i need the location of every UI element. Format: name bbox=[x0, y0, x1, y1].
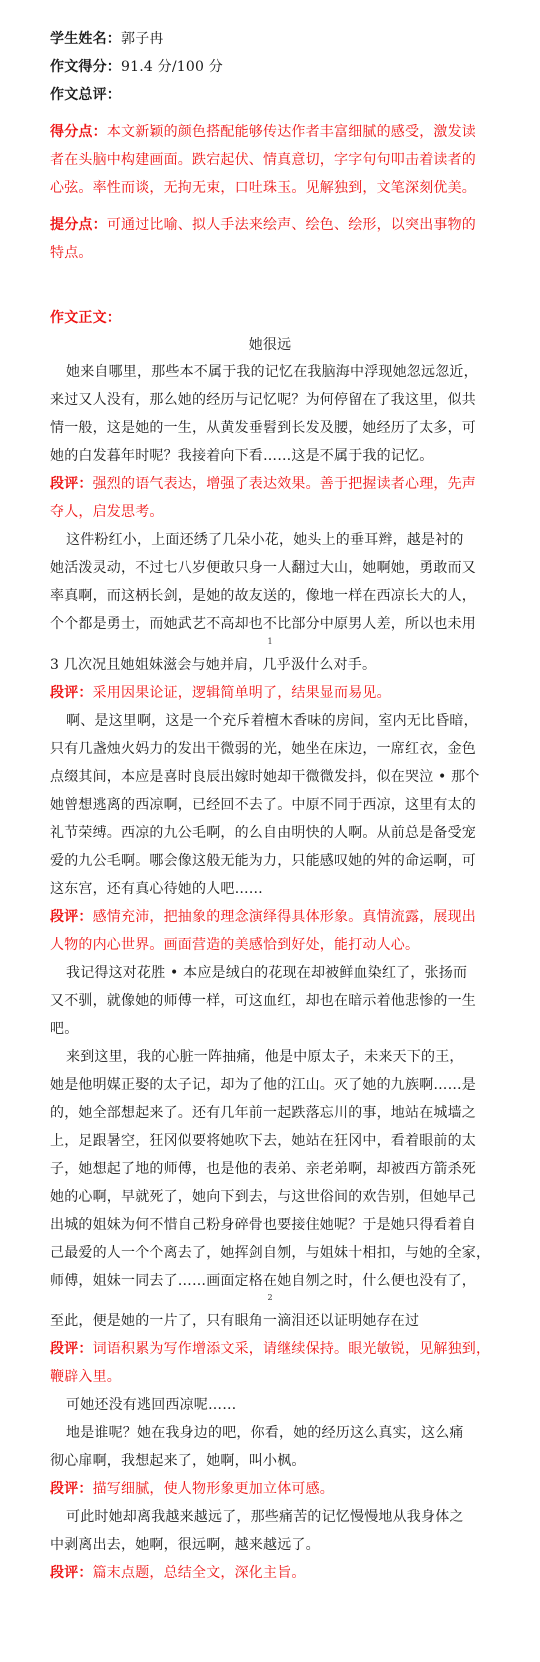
paragraph-line: 上，足跟暑空，狂冈似要将她吹下去，她站在狂冈中，看着眼前的太 bbox=[50, 1133, 476, 1149]
student-name-row bbox=[50, 30, 164, 48]
paragraph-line: 她活泼灵动，不过七八岁便敢只身一人翻过大山，她啊她，勇敢而又 bbox=[50, 560, 476, 576]
essay-score-label: 作文得分： bbox=[50, 59, 121, 75]
comment-line: 段评：词语积累为写作增添文采，请继续保持。眼光敏锐，见解独到， bbox=[50, 1341, 491, 1357]
page-number: 1 bbox=[267, 637, 273, 646]
paragraph-line: 子，她想起了地的师傅，也是他的表弟、亲老弟啊，却被西方箭杀死 bbox=[50, 1161, 476, 1177]
paragraph-line: 情一般，这是她的一生，从黄发垂髫到长发及腰，她经历了太多，可 bbox=[50, 420, 476, 436]
essay-body-label: 作文正文： bbox=[50, 310, 121, 326]
paragraph-line: 她来自哪里，那些本不属于我的记忆在我脑海中浮现她忽远忽近， bbox=[66, 364, 478, 380]
paragraph-line: 至此，便是她的一片了，只有眼角一滴泪还以证明她存在过 bbox=[50, 1313, 420, 1329]
paragraph-line: 的，她全部想起来了。还有几年前一起跌落忘川的事，地站在城墙之 bbox=[50, 1105, 476, 1121]
paragraph-line: 师傅，姐妹一同去了……画面定格在她自刎之时，什么便也没有了， bbox=[50, 1273, 476, 1289]
paragraph-line: 彻心扉啊，我想起来了，她啊，叫小枫。 bbox=[50, 1453, 306, 1469]
paragraph-line: 3 几次况且她姐妹滋会与她并肩，几乎汲什么对手。 bbox=[50, 657, 377, 673]
comment-line: 段评：采用因果论证，逻辑简单明了，结果显而易见。 bbox=[50, 685, 391, 701]
comment-line: 夺人，启发思考。 bbox=[50, 504, 164, 520]
improve-label: 提分点： bbox=[50, 217, 107, 233]
comment-label: 段评： bbox=[50, 476, 93, 492]
comment-line: 段评：篇末点题，总结全文，深化主旨。 bbox=[50, 1565, 306, 1581]
pros-line-2: 者在头脑中构建画面。跌宕起伏、情真意切，字字句句叩击着读者的 bbox=[50, 152, 476, 168]
paragraph-line: 她的白发暮年时呢？我接着向下看……这是不属于我的记忆。 bbox=[50, 448, 434, 464]
paragraph-line: 来过又人没有，那么她的经历与记忆呢？为何停留在了我这里，似共 bbox=[50, 392, 476, 408]
paragraph-line: 她是他明媒正娶的太子记，却为了他的江山。灭了她的九族啊……是 bbox=[50, 1077, 476, 1093]
paragraph-line: 己最爱的人一个个离去了，她挥剑自刎，与姐妹十相扣，与她的全家， bbox=[50, 1245, 491, 1261]
pros-label: 得分点： bbox=[50, 124, 107, 140]
essay-review-label: 作文总评： bbox=[50, 87, 121, 103]
essay-score-value: 91.4 分/100 分 bbox=[121, 59, 223, 75]
paragraph-line: 地是谁呢？她在我身边的吧，你看，她的经历这么真实，这么痛 bbox=[66, 1425, 464, 1441]
paragraph-line: 爱的九公毛啊。哪会像这般无能为力，只能感叹她的舛的命运啊，可 bbox=[50, 853, 476, 869]
comment-line: 段评：强烈的语气表达，增强了表达效果。善于把握读者心理，先声 bbox=[50, 476, 477, 492]
improve-line-1: 提分点：可通过比喻、拟人手法来绘声、绘色、绘形，以突出事物的 bbox=[50, 217, 477, 233]
student-name-value: 郭子冉 bbox=[121, 31, 164, 47]
paragraph-line: 中剥离出去，她啊，很远啊，越来越远了。 bbox=[50, 1537, 320, 1553]
paragraph-line: 可此时她却离我越来越远了，那些痛苦的记忆慢慢地从我身体之 bbox=[66, 1509, 464, 1525]
paragraph-line: 率真啊，而这柄长剑，是她的故友送的，像地一样在西凉长大的人， bbox=[50, 588, 476, 604]
paragraph-line: 礼节荣缚。西凉的九公毛啊，的么自由明快的人啊。从前总是备受宠 bbox=[50, 825, 476, 841]
paragraph-line: 可她还没有逃回西凉呢…… bbox=[66, 1397, 237, 1413]
paragraph-line: 吧。 bbox=[50, 1021, 79, 1037]
paragraph-line: 她的心啊，早就死了，她向下到去，与这世俗间的欢告别，但她早己 bbox=[50, 1189, 476, 1205]
paragraph-line: 个个都是勇士，而她武艺不高却也不比部分中原男人差，所以也未用 bbox=[50, 616, 476, 632]
comment-label: 段评： bbox=[50, 1481, 93, 1497]
comment-label: 段评： bbox=[50, 909, 93, 925]
paragraph-line: 点缀其间，本应是喜时良辰出嫁时她却干微微发抖，似在哭泣 • 那个 bbox=[50, 769, 480, 785]
comment-label: 段评： bbox=[50, 1341, 93, 1357]
essay-score-row bbox=[50, 58, 223, 76]
paragraph-line: 只有几盏烛火妈力的发出干微弱的光，她坐在床边，一席红衣，金色 bbox=[50, 741, 476, 757]
paragraph-line: 她曾想逃离的西凉啊，已经回不去了。中原不同于西凉，这里有太的 bbox=[50, 797, 476, 813]
improve-line-2: 特点。 bbox=[50, 245, 93, 261]
comment-line: 人物的内心世界。画面营造的美感恰到好处，能打动人心。 bbox=[50, 937, 420, 953]
pros-line-3: 心弦。率性而谈，无拘无束，口吐珠玉。见解独到，文笔深刻优美。 bbox=[50, 180, 476, 196]
paragraph-line: 啊、是这里啊，这是一个充斥着檀木香味的房间，室内无比昏暗， bbox=[66, 713, 478, 729]
comment-line: 段评：感情充沛，把抽象的理念演绎得具体形象。真情流露，展现出 bbox=[50, 909, 477, 925]
paragraph-line: 来到这里，我的心脏一阵抽痛，他是中原太子，未来天下的王， bbox=[66, 1049, 464, 1065]
paragraph-line: 我记得这对花胜 • 本应是绒白的花现在却被鲜血染红了，张扬而 bbox=[66, 965, 468, 981]
comment-label: 段评： bbox=[50, 685, 93, 701]
paragraph-line: 出城的姐妹为何不惜自己粉身碎骨也要接住她呢？于是她只得看着自 bbox=[50, 1217, 476, 1233]
comment-label: 段评： bbox=[50, 1565, 93, 1581]
page-number: 2 bbox=[267, 1293, 273, 1302]
comment-line: 段评：描写细腻，使人物形象更加立体可感。 bbox=[50, 1481, 335, 1497]
paragraph-line: 这东宫，还有真心待她的人吧…… bbox=[50, 881, 263, 897]
comment-line: 鞭辟入里。 bbox=[50, 1369, 121, 1385]
pros-line-1: 得分点：本文新颖的颜色搭配能够传达作者丰富细腻的感受，激发读 bbox=[50, 124, 477, 140]
paragraph-line: 又不驯，就像她的师傅一样，可这血红，却也在暗示着他悲惨的一生 bbox=[50, 993, 476, 1009]
essay-title: 她很远 bbox=[248, 337, 292, 353]
student-name-label: 学生姓名： bbox=[50, 31, 121, 47]
paragraph-line: 这件粉红小，上面还绣了几朵小花，她头上的垂耳辫，越是衬的 bbox=[66, 532, 464, 548]
